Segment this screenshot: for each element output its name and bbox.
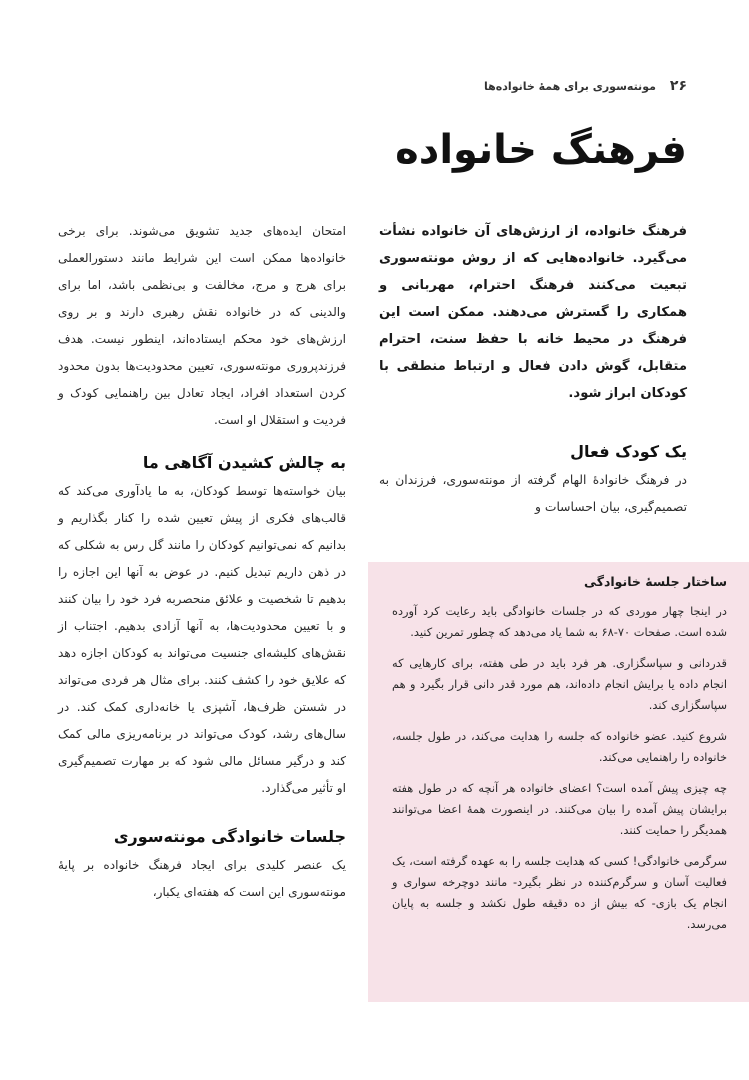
family-meetings-heading: جلسات خانوادگی مونته‌سوری bbox=[113, 827, 346, 846]
intro-paragraph: فرهنگ خانواده، از ارزش‌های آن خانواده نشأت می‌گیرد. خانواده‌هایی که از روش مونته‌سوری تبعیت می‌کنند فرهنگ احترام، مهربانی و همکاری را گسترش می‌دهند. ممکن است این فرهنگ در محیط خانه با حفظ سنت، احترام متقابل، گوش دادن فعال و ارتباط منطقی با کودکان ابراز شود. bbox=[379, 224, 687, 401]
sidebar-paragraph: شروع کنید. عضو خانواده که جلسه را هدایت می‌کند، در طول جلسه، خانواده را راهنمایی می‌کند. bbox=[392, 729, 727, 764]
running-header bbox=[447, 78, 687, 94]
continuation-paragraph: امتحان ایده‌های جدید تشویق می‌شوند. برای برخی خانواده‌ها ممکن است این شرایط مانند دستورالعملی برای هرج و مرج، مخالفت و بی‌نظمی باشد، اما برای والدینی که در خانواده نقش رهبری دارند و بر روی ارزش‌های خود محکم ایستاده‌اند، اینطور نیست. هدف فرزندپروری مونته‌سوری، تعیین محدودیت‌ها بدون محدود کردن استعداد افراد، ایجاد تعادل بین راهنمایی کودک و فردیت و استقلال او است. bbox=[58, 224, 346, 427]
sidebar-title: ساختار جلسهٔ خانوادگی bbox=[584, 574, 727, 589]
family-meetings-text: یک عنصر کلیدی برای ایجاد فرهنگ خانواده بر پایهٔ مونته‌سوری این است که هفته‌ای یکبار، bbox=[58, 858, 346, 899]
family-meetings-section bbox=[58, 826, 346, 906]
active-child-text: در فرهنگ خانوادهٔ الهام گرفته از مونته‌سوری، فرزندان به تصمیم‌گیری، بیان احساسات و bbox=[379, 473, 687, 514]
challenge-awareness-heading: به چالش کشیدن آگاهی ما bbox=[142, 453, 346, 472]
active-child-heading: یک کودک فعال bbox=[570, 442, 687, 461]
active-child-section bbox=[379, 441, 687, 521]
right-column bbox=[379, 218, 687, 521]
challenge-awareness-text: بیان خواسته‌ها توسط کودکان، به ما یادآوری می‌کند که قالب‌های فکری از پیش تعیین شده را کنار بگذاریم و بدانیم که نمی‌توانیم کودکان را مانند گل رس به شکلی که در ذهن داریم تبدیل کنیم. در عوض به آنها این اجازه را بدهیم تا شخصیت و علائق منحصربه فرد خود را بیان کنند و با تعیین محدودیت‌ها، به آنها آزادی بدهیم. اجتناب از نقش‌های کلیشه‌ای جنسیت می‌تواند به کودکان اجازه دهد که علایق خود را کشف کنند. برای مثال هر فردی می‌تواند در شستن ظرف‌ها، آشپزی یا خانه‌داری کمک کند. در سال‌های رشد، کودک می‌تواند در برنامه‌ریزی مالی کمک کند و درگیر مسائل مالی شود که بر مهارت تصمیم‌گیری او تأثیر می‌گذارد. bbox=[58, 484, 346, 795]
page-number: ۲۶ bbox=[669, 78, 687, 94]
sidebar-paragraph: سرگرمی خانوادگی! کسی که هدایت جلسه را به عهده گرفته است، یک فعالیت آسان و سرگرم‌کننده در نظر بگیرد- مانند دوچرخه سواری و انجام یک بازی- که بیش از ده دقیقه طول نکشد و جلسه به پایان می‌رسد. bbox=[392, 854, 727, 931]
sidebar-paragraph: در اینجا چهار موردی که در جلسات خانوادگی باید رعایت کرد آورده شده است. صفحات ۷۰-۶۸ به شما یاد می‌دهد که چطور تمرین کنید. bbox=[392, 604, 727, 639]
running-title: مونته‌سوری برای همهٔ خانواده‌ها bbox=[484, 79, 656, 93]
left-column bbox=[58, 218, 346, 906]
sidebar-paragraph: قدردانی و سپاسگزاری. هر فرد باید در طی هفته، برای کارهایی که انجام داده یا برایش انجام داده‌اند، هم مورد قدر دانی قرار بگیرد و هم سپاسگزاری کند. bbox=[392, 656, 727, 712]
family-meeting-sidebar bbox=[368, 562, 749, 1002]
chapter-title: فرهنگ خانواده bbox=[395, 127, 687, 173]
sidebar-paragraph: چه چیزی پیش آمده است؟ اعضای خانواده هر آنچه که در طول هفته برایشان پیش آمده را بیان می‌کنند. در اینصورت همهٔ اعضا می‌توانند همدیگر را حمایت کنند. bbox=[392, 781, 727, 837]
